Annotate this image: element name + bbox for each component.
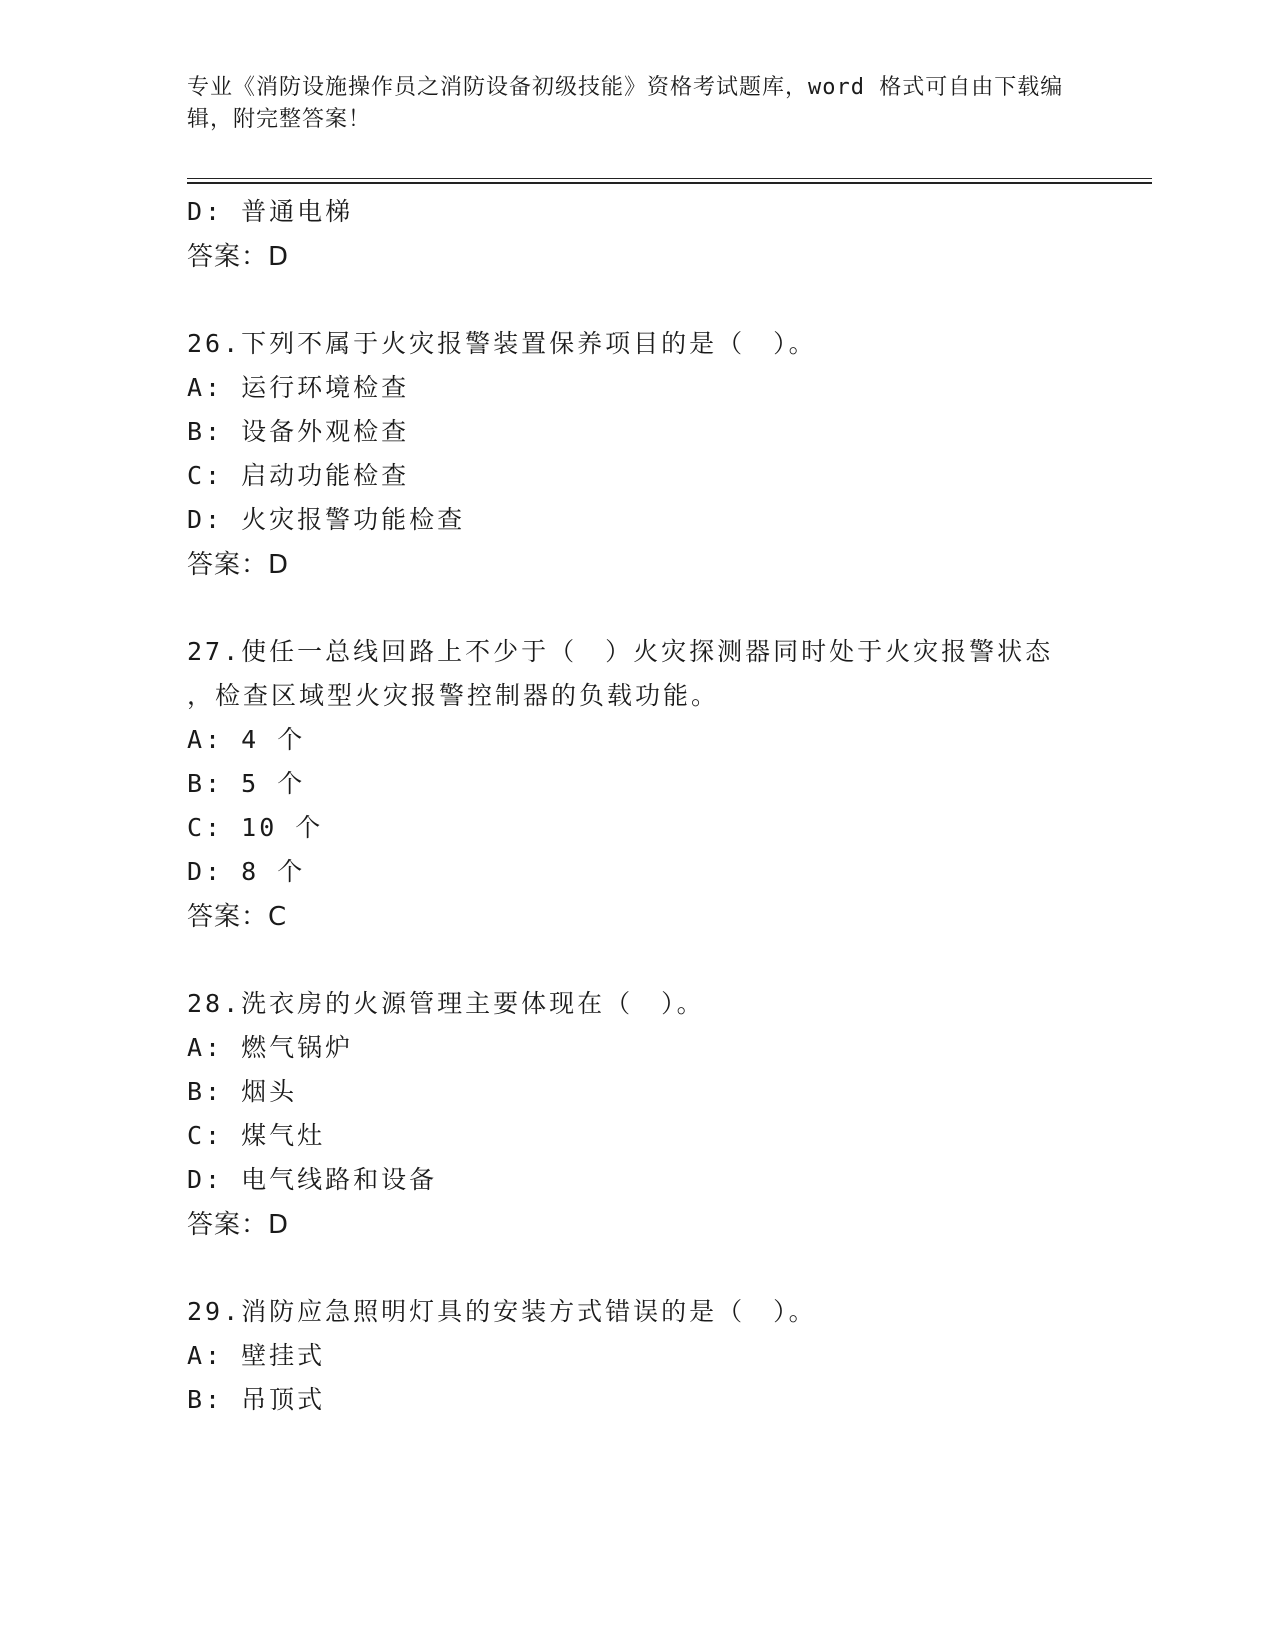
question-line: 26.下列不属于火灾报警装置保养项目的是（ ）。: [187, 329, 817, 358]
header-rule-thin: [187, 178, 1152, 179]
option-line: A: 燃气锅炉: [187, 1033, 354, 1062]
question-line: 27.使任一总线回路上不少于（ ）火灾探测器同时处于火灾报警状态: [187, 637, 1054, 666]
header-rule-thick: [187, 182, 1152, 184]
option-line: A: 运行环境检查: [187, 373, 410, 402]
answer-line: 答案：D: [187, 242, 290, 272]
question-line: 29.消防应急照明灯具的安装方式错误的是（ ）。: [187, 1297, 817, 1326]
option-line: B: 设备外观检查: [187, 417, 410, 446]
option-line: A: 4 个: [187, 725, 306, 754]
question-line: ，检查区域型火灾报警控制器的负载功能。: [187, 681, 720, 710]
document-header: [187, 72, 1067, 136]
option-line: B: 烟头: [187, 1077, 298, 1106]
option-line: D: 8 个: [187, 857, 306, 886]
option-line: D: 火灾报警功能检查: [187, 505, 466, 534]
option-line: C: 煤气灶: [187, 1121, 326, 1150]
option-line: A: 壁挂式: [187, 1341, 326, 1370]
answer-line: 答案：D: [187, 1210, 290, 1240]
answer-line: 答案：D: [187, 550, 290, 580]
option-line: B: 5 个: [187, 769, 306, 798]
option-line: C: 启动功能检查: [187, 461, 410, 490]
option-line: D: 普通电梯: [187, 197, 354, 226]
question-line: 28.洗衣房的火源管理主要体现在（ ）。: [187, 989, 705, 1018]
option-line: B: 吊顶式: [187, 1385, 326, 1414]
option-line: C: 10 个: [187, 813, 324, 842]
option-line: D: 电气线路和设备: [187, 1165, 438, 1194]
answer-line: 答案：C: [187, 902, 288, 932]
header-text: 专业《消防设施操作员之消防设备初级技能》资格考试题库，word 格式可自由下载编辑，附完整答案！: [187, 75, 1064, 132]
